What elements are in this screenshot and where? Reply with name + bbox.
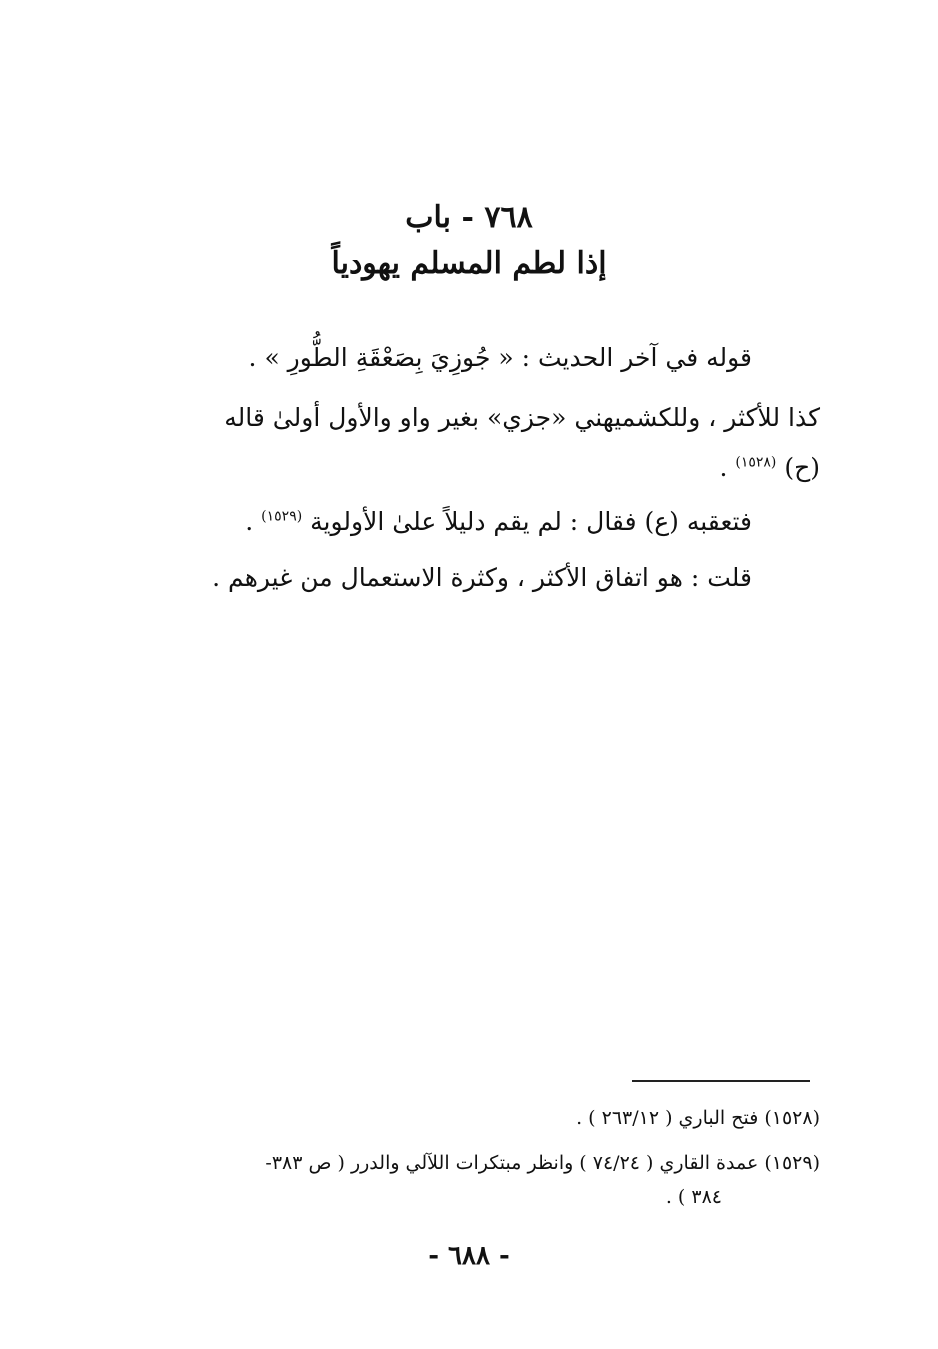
- chapter-title: إذا لطم المسلم يهودياً: [331, 246, 607, 281]
- body-line-1: قوله في آخر الحديث : « جُوزِيَ بِصَعْقَةِ الطُّورِ » .: [248, 343, 752, 372]
- body-line-3-text: (ح): [784, 453, 820, 482]
- chapter-number: ٧٦٨ - باب: [405, 200, 533, 235]
- body-line-2: كذا للأكثر ، وللكشميهني «جزي» بغير واو والأول أولىٰ قاله: [224, 403, 820, 432]
- body-line-5: قلت : هو اتفاق الأكثر ، وكثرة الاستعمال من غيرهم .: [212, 563, 752, 592]
- footnote-1529-continued: ٣٨٤ ) .: [665, 1186, 722, 1208]
- body-line-4: [245, 502, 752, 542]
- footnote-ref-1528: (١٥٢٨): [735, 454, 777, 471]
- footnote-ref-1529: (١٥٢٩): [261, 508, 303, 525]
- footnote-1528: (١٥٢٨) فتح الباري ( ٢٦٣/١٢ ) .: [576, 1107, 820, 1129]
- footnote-1529: (١٥٢٩) عمدة القاري ( ٧٤/٢٤ ) وانظر مبتكرات اللآلي والدرر ( ص ٣٨٣-: [265, 1152, 820, 1174]
- page-number: - ٦٨٨ -: [428, 1241, 510, 1271]
- body-line-3: [719, 448, 820, 488]
- footnote-divider: [632, 1080, 810, 1082]
- body-line-4-end: .: [245, 507, 254, 536]
- body-line-3-end: .: [719, 453, 728, 482]
- body-line-4-text: فتعقبه (ع) فقال : لم يقم دليلاً علىٰ الأولوية: [310, 507, 752, 536]
